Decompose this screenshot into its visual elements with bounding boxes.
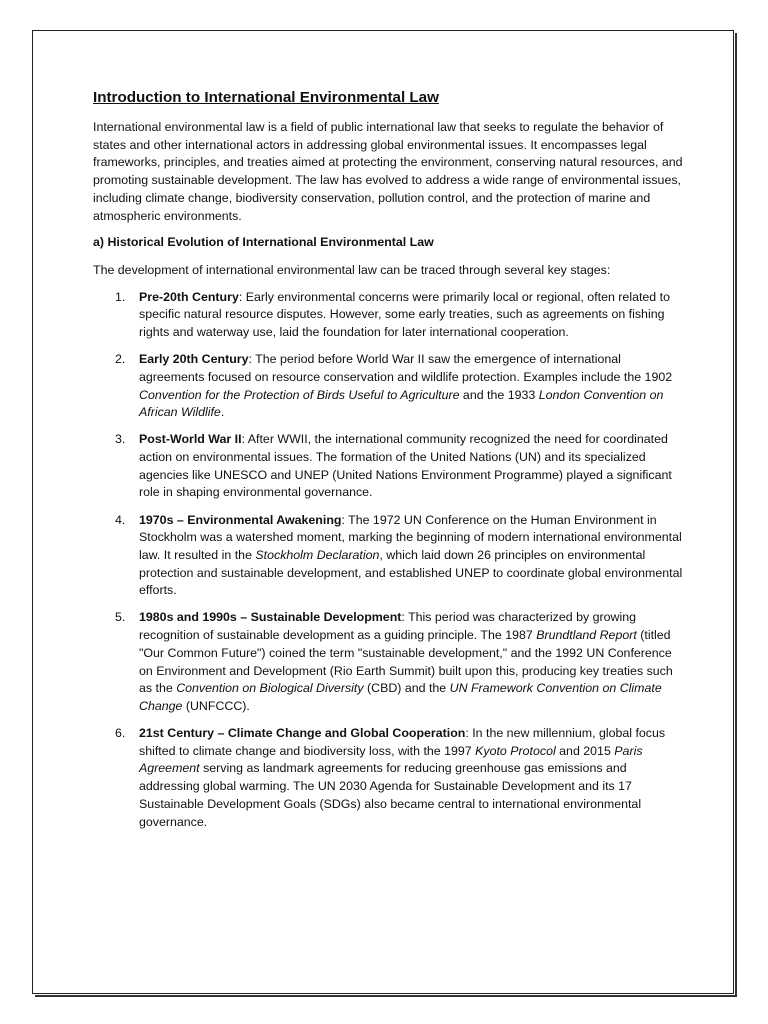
- list-number: 3.: [115, 432, 126, 447]
- stage-emphasis: Kyoto Protocol: [475, 743, 556, 758]
- list-number: 4.: [115, 512, 126, 527]
- stage-term: 21st Century – Climate Change and Global Cooperation: [139, 726, 466, 741]
- section-intro: The development of international environmental law can be traced through several key stages:: [93, 262, 611, 277]
- document-title: Introduction to International Environmental Law: [93, 89, 439, 106]
- list-item: [93, 512, 683, 601]
- list-number: 1.: [115, 289, 126, 304]
- stage-text: : After WWII, the international community recognized the need for coordinated action on environmental issues. The formation of the United Nations (UN) and its specialized agencies like UNESCO and UNEP (United Nations Environment Programme) played a significant role in shaping environmental governance.: [139, 432, 672, 500]
- stage-term: 1970s – Environmental Awakening: [139, 512, 342, 527]
- stage-emphasis: Brundtland Report: [536, 628, 637, 643]
- list-item: [93, 609, 683, 715]
- stage-term: 1980s and 1990s – Sustainable Development: [139, 610, 402, 625]
- document-body: [93, 88, 683, 841]
- stages-list: [93, 289, 683, 832]
- stage-text: and 2015: [555, 743, 615, 758]
- stage-text: : The 1972 UN Conference on the Human Environment in Stockholm was a watershed moment, marking the beginning of modern international environmental law. It resulted in the: [139, 512, 682, 562]
- list-number: 6.: [115, 726, 126, 741]
- intro-paragraph: International environmental law is a field of public international law that seeks to regulate the behavior of states and other international actors in addressing global environmental issues. It encompasses legal frameworks, principles, and treaties aimed at protecting the environment, conserving natural resources, and promoting sustainable development. The law has evolved to address a wide range of environmental issues, including climate change, biodiversity conservation, pollution control, and the protection of marine and atmospheric environments.: [93, 120, 683, 223]
- stage-emphasis: Paris Agreement: [139, 743, 643, 776]
- stage-text: .: [220, 405, 225, 420]
- list-item: [93, 351, 683, 422]
- stage-text: (titled "Our Common Future") coined the term "sustainable development," and the 1992 UN Conference on Environment and Development (Rio Earth Summit) built upon this, producing key treaties such as the: [139, 628, 673, 696]
- list-item: [93, 725, 683, 831]
- stage-text: and the 1933: [459, 387, 539, 402]
- stage-text: (CBD) and the: [363, 681, 450, 696]
- stage-term: Post-World War II: [139, 432, 242, 447]
- list-number: 2.: [115, 352, 126, 367]
- stage-text: (UNFCCC).: [182, 698, 250, 713]
- stage-text: : This period was characterized by growing recognition of sustainable development as a guiding principle. The 1987: [139, 610, 637, 643]
- section-heading: a) Historical Evolution of International Environmental Law: [93, 235, 434, 250]
- stage-term: Pre-20th Century: [139, 289, 239, 304]
- stage-emphasis: Convention for the Protection of Birds Useful to Agriculture: [139, 387, 460, 402]
- list-item: [93, 431, 683, 502]
- stage-text: : Early environmental concerns were primarily local or regional, often related to specific natural resource disputes. However, some early treaties, such as agreements on fishing rights and waterway use, laid the foundation for later international cooperation.: [139, 289, 670, 340]
- list-item: [93, 289, 683, 342]
- stage-emphasis: Stockholm Declaration: [255, 547, 380, 562]
- stage-text: serving as landmark agreements for reducing greenhouse gas emissions and addressing global warming. The UN 2030 Agenda for Sustainable Development and its 17 Sustainable Development Goals (SDGs) also became central to international environmental governance.: [139, 761, 642, 829]
- stage-text: : In the new millennium, global focus shifted to climate change and biodiversity loss, with the 1997: [139, 726, 666, 758]
- stage-term: Early 20th Century: [139, 352, 249, 367]
- stage-emphasis: Convention on Biological Diversity: [176, 681, 364, 696]
- stage-text: , which laid down 26 principles on environmental protection and sustainable development, and established UNEP to coordinate global environmental efforts.: [139, 547, 683, 598]
- stage-emphasis: UN Framework Convention on Climate Change: [139, 681, 662, 713]
- list-number: 5.: [115, 610, 126, 625]
- stage-emphasis: London Convention on African Wildlife: [139, 387, 664, 420]
- stage-text: : The period before World War II saw the emergence of international agreements focused on resource conservation and wildlife protection. Examples include the 1902: [139, 352, 673, 384]
